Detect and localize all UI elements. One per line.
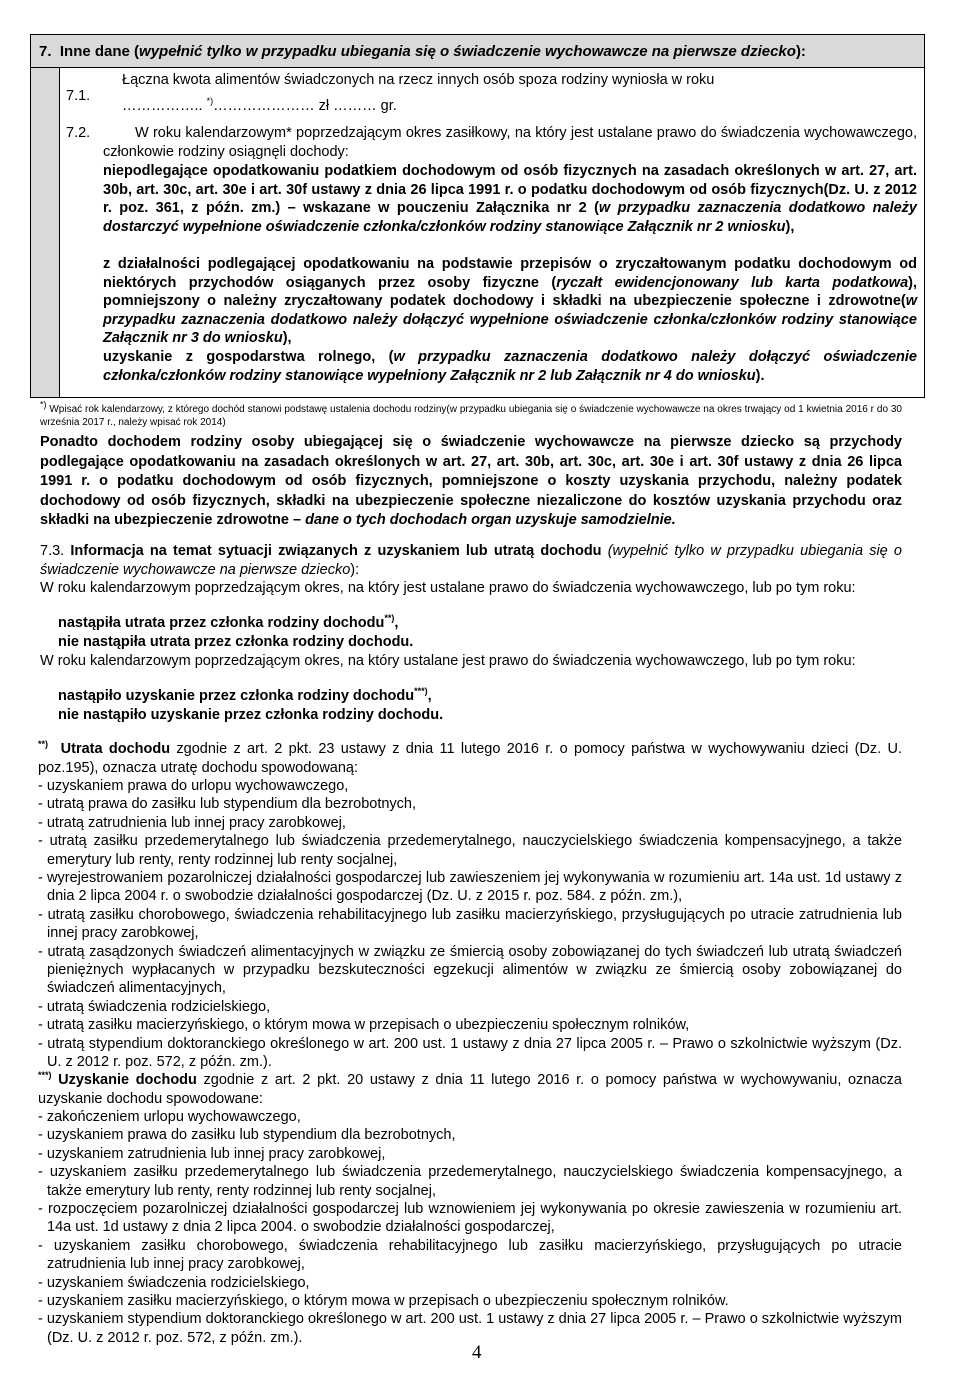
loss-question: W roku kalendarzowym poprzedzającym okres, na który jest ustalane prawo do świadczenia wychowawczego, lub po tym roku:: [40, 580, 856, 596]
option-2-close: ),: [282, 330, 292, 347]
gain-list-item: - uzyskaniem zasiłku macierzyńskiego, o którym mowa w przepisach o ubezpieczeniu społecznym rolników.: [38, 1293, 729, 1310]
option-loss-yes-label: nastąpiła utrata przez członka rodziny dochodu: [58, 615, 385, 631]
gain-intro: zgodnie z art. 2 pkt. 20 ustawy z dnia 11 lutego 2016 r. o pomocy państwa w wychowywaniu, oznacza uzyskanie dochodu spowodowane:: [38, 1072, 902, 1107]
title-paren-close: ):: [795, 43, 806, 60]
loss-list-item: - utratą stypendium doktoranckiego określonego w art. 200 ust. 1 ustawy z dnia 27 lipca 2005 r. – Prawo o szkolnictwie wyższym (Dz. U. z 2012 r. poz. 572, z późn. zm.).: [38, 1035, 902, 1071]
section-7-title: [39, 42, 806, 61]
loss-list-item: - utratą zasiłku macierzyńskiego, o którym mowa w przepisach o ubezpieczeniu społecznym rolników,: [38, 1017, 690, 1034]
row-7-2-option-1[interactable]: [103, 162, 917, 236]
option-loss-no[interactable]: nie nastąpiła utrata przez członka rodziny dochodu.: [58, 634, 414, 650]
footnote-mark: *): [40, 399, 47, 410]
gain-list-item: - uzyskaniem zatrudnienia lub innej pracy zarobkowej,: [38, 1145, 386, 1162]
option-1-label: niepodlegające opodatkowaniu podatkiem dochodowym od osób fizycznych na zasadach określonych w art. 27, art. 30b, art. 30c, art. 30e i art. 30f ustawy z dnia 26 lipca 1991 r. o podatku dochodowym od osób fizycznych(Dz. U. z 2012 r. poz. 361, z późn. zm.): [103, 163, 917, 217]
income-dash: –: [288, 512, 306, 528]
row-7-1-number: 7.1.: [66, 88, 91, 104]
section-7-box: [30, 34, 925, 398]
row-7-1-text: Łączna kwota alimentów świadczonych na rzecz innych osób spoza rodziny wyniosła w roku: [122, 72, 715, 88]
punct: ,: [394, 615, 399, 631]
footnote-mark: ***): [38, 1070, 52, 1081]
loss-list-item: - utratą zasiłku przedemerytalnego lub świadczenia przedemerytalnego, nauczycielskiego świadczenia kompensacyjnego, a także emerytury lub renty, renty rodzinnej lub renty socjalnej,: [38, 833, 902, 868]
footnote-year: [40, 399, 902, 429]
gain-list: [38, 1108, 902, 1347]
loss-intro: zgodnie z art. 2 pkt. 23 ustawy z dnia 11 lutego 2016 r. o pomocy państwa w wychowywaniu dzieci (Dz. U. poz.195), oznacza utratę dochodu spowodowaną:: [38, 741, 902, 776]
row-7-2-intro: W roku kalendarzowym* poprzedzającym okres zasiłkowy, na który jest ustalane prawo do świadczenia wychowawczego, członkowie rodziny osiągnęli dochody:: [103, 125, 917, 160]
section-7-3-close: ):: [350, 561, 360, 578]
section-number: 7.: [39, 43, 52, 60]
option-1-note: w przypadku zaznaczenia dodatkowo należy dostarczyć wypełnione oświadczenie członka/członków rodziny stanowiące Załącznik nr 2 wniosku: [103, 200, 917, 235]
section-7-3-number: 7.3.: [40, 543, 65, 559]
option-3-label: uzyskanie z gospodarstwa rolnego, (: [103, 349, 394, 365]
loss-list-item: - utratą prawa do zasiłku lub stypendium dla bezrobotnych,: [38, 796, 417, 813]
option-loss-yes[interactable]: [58, 614, 398, 633]
option-1-close: ),: [785, 218, 795, 235]
section-7-3-note: (wypełnić tylko w przypadku ubiegania się o świadczenie wychowawcze na pierwsze dziecko: [40, 543, 902, 578]
section-title-note: wypełnić tylko w przypadku ubiegania się o świadczenie wychowawcze na pierwsze dziecko: [139, 43, 796, 60]
row-7-2-number: 7.2.: [66, 125, 91, 141]
row-7-1-amount[interactable]: [122, 97, 936, 116]
option-gain-yes[interactable]: [58, 687, 432, 706]
gain-list-item: - rozpoczęciem pozarolniczej działalności gospodarczej lub wznowieniem jej wykonywania po okresie zawieszenia w rozumieniu art. 14a ust. 1d ustawy z dnia 2 lipca 2004. o swobodzie działalności gospodarczej,: [38, 1201, 902, 1236]
section-7-3-title: [40, 542, 902, 579]
punct: ,: [427, 688, 432, 704]
income-note: dane o tych dochodach organ uzyskuje samodzielnie.: [305, 512, 676, 528]
footnote-mark: **): [384, 613, 395, 624]
option-1-dash: – wskazane w pouczeniu Załącznika nr 2 (: [280, 200, 599, 217]
option-2-label-cont: ), pomniejszony o należny zryczałtowany podatek dochodowy i składki na ubezpieczenie społeczne i zdrowotne(: [103, 274, 917, 310]
section-7-3-heading: Informacja na temat sytuacji związanych z uzyskaniem lub utratą dochodu: [70, 543, 602, 559]
loss-list-item: - uzyskaniem prawa do urlopu wychowawczego,: [38, 778, 349, 794]
amount-field[interactable]: ………………… zł ……… gr.: [213, 98, 397, 114]
loss-definition: [38, 740, 902, 777]
row-7-2-option-3[interactable]: [103, 348, 917, 385]
gain-list-item: - uzyskaniem zasiłku przedemerytalnego lub świadczenia przedemerytalnego, nauczycielskiego świadczenia kompensacyjnego, a także emerytury lub renty, renty rodzinnej lub renty socjalnej,: [38, 1164, 902, 1199]
gain-question: W roku kalendarzowym poprzedzającym okres, na który ustalane jest prawo do świadczenia wychowawczego, lub po tym roku:: [40, 653, 856, 669]
gain-list-item: - uzyskaniem świadczenia rodzicielskiego,: [38, 1274, 310, 1291]
option-gain-yes-label: nastąpiło uzyskanie przez członka rodziny dochodu: [58, 688, 415, 704]
option-2-note-2: w przypadku zaznaczenia dodatkowo należy dołączyć wypełnione oświadczenie członka/członków rodziny stanowiące Załącznik nr 3 do wniosku: [103, 293, 917, 347]
loss-list-item: - wyrejestrowaniem pozarolniczej działalności gospodarczej lub zawieszeniem jej wykonywania w rozumieniu art. 14a ust. 1d ustawy z dnia 2 lipca 2004 r. o swobodzie działalności gospodarczej (Dz. U. z 2015 r. poz. 584. z późn. zm.),: [38, 870, 902, 905]
gain-list-item: - zakończeniem urlopu wychowawczego,: [38, 1109, 301, 1125]
gain-title: Uzyskanie dochodu: [58, 1072, 197, 1088]
year-field[interactable]: ……………..: [122, 98, 207, 114]
income-text: Ponadto dochodem rodziny osoby ubiegającej się o świadczenie wychowawcze na pierwsze dziecko są przychody podlegające opodatkowaniu na zasadach określonych w art. 27, art. 30b, art. 30c, art. 30e i art. 30f ustawy z dnia 26 lipca 1991 r. o podatku dochodowym od osób fizycznych, pomniejszone o koszty uzyskania przychodu, należny podatek dochodowy od osób fizycznych, składki na ubezpieczenie społeczne niezaliczone do kosztów uzyskania przychodu oraz składki na ubezpieczenie zdrowotne: [40, 434, 902, 528]
gain-list-item: - uzyskaniem stypendium doktoranckiego określonego w art. 200 ust. 1 ustawy z dnia 27 lipca 2005 r. – Prawo o szkolnictwie wyższym (Dz. U. z 2012 r. poz. 572, z późn. zm.).: [38, 1311, 902, 1346]
section-title: Inne dane: [59, 43, 130, 60]
loss-list-item: - utratą zasiłku chorobowego, świadczenia rehabilitacyjnego lub zasiłku macierzyńskiego, przysługujących po utracie zatrudnienia lub innej pracy zarobkowej,: [38, 906, 902, 942]
option-gain-no[interactable]: nie nastąpiło uzyskanie przez członka rodziny dochodu.: [58, 707, 444, 723]
loss-list-item: - utratą zasądzonych świadczeń alimentacyjnych w związku ze śmiercią osoby zobowiązanej do tych świadczeń lub utratą świadczeń pieniężnych wypłacanych w przypadku bezskuteczności egzekucji alimentów w związku ze śmiercią osoby zobowiązanej do świadczeń alimentacyjnych,: [38, 943, 902, 997]
section-7-header: [31, 35, 924, 68]
gain-list-item: - uzyskaniem zasiłku chorobowego, świadczenia rehabilitacyjnego lub zasiłku macierzyńskiego, przysługujących po utracie zatrudnienia lub innej pracy zarobkowej,: [38, 1237, 902, 1273]
loss-title: Utrata dochodu: [60, 741, 171, 757]
gain-definition: [38, 1071, 902, 1108]
footnote-text: Wpisać rok kalendarzowy, z którego dochód stanowi podstawę ustalenia dochodu rodziny(w przypadku ubiegania się o świadczenie wychowawcze na okres trwający od 1 kwietnia 2016 r do 30 września 2017 r., należy wpisać rok 2014): [40, 404, 902, 428]
option-2-label: z działalności podlegającej opodatkowaniu na podstawie przepisów o zryczałtowanym podatku dochodowym od niektórych przychodów osiąganych przez osoby fizyczne (: [103, 256, 917, 291]
footnote-mark: ***): [414, 686, 428, 697]
title-paren: (: [129, 43, 140, 60]
income-paragraph: [40, 433, 902, 531]
loss-list: [38, 777, 902, 1072]
section-7-margin: [31, 68, 60, 397]
footnote-mark: *): [206, 96, 214, 107]
page-number: 4: [472, 1342, 482, 1363]
footnote-mark: **): [38, 739, 49, 750]
option-3-note: w przypadku zaznaczenia dodatkowo należy dołączyć oświadczenie członka/członków rodziny stanowiące wypełniony Załącznik nr 2 lub Załącznik nr 4 do wniosku: [103, 349, 917, 384]
loss-list-item: - utratą zatrudnienia lub innej pracy zarobkowej,: [38, 814, 346, 831]
row-7-2-option-2[interactable]: [103, 255, 917, 348]
option-2-note: ryczałt ewidencjonowany lub karta podatkowa: [556, 274, 909, 291]
option-3-close: ).: [755, 367, 765, 384]
gain-list-item: - uzyskaniem prawa do zasiłku lub stypendium dla bezrobotnych,: [38, 1127, 456, 1144]
loss-list-item: - utratą świadczenia rodzicielskiego,: [38, 998, 271, 1015]
